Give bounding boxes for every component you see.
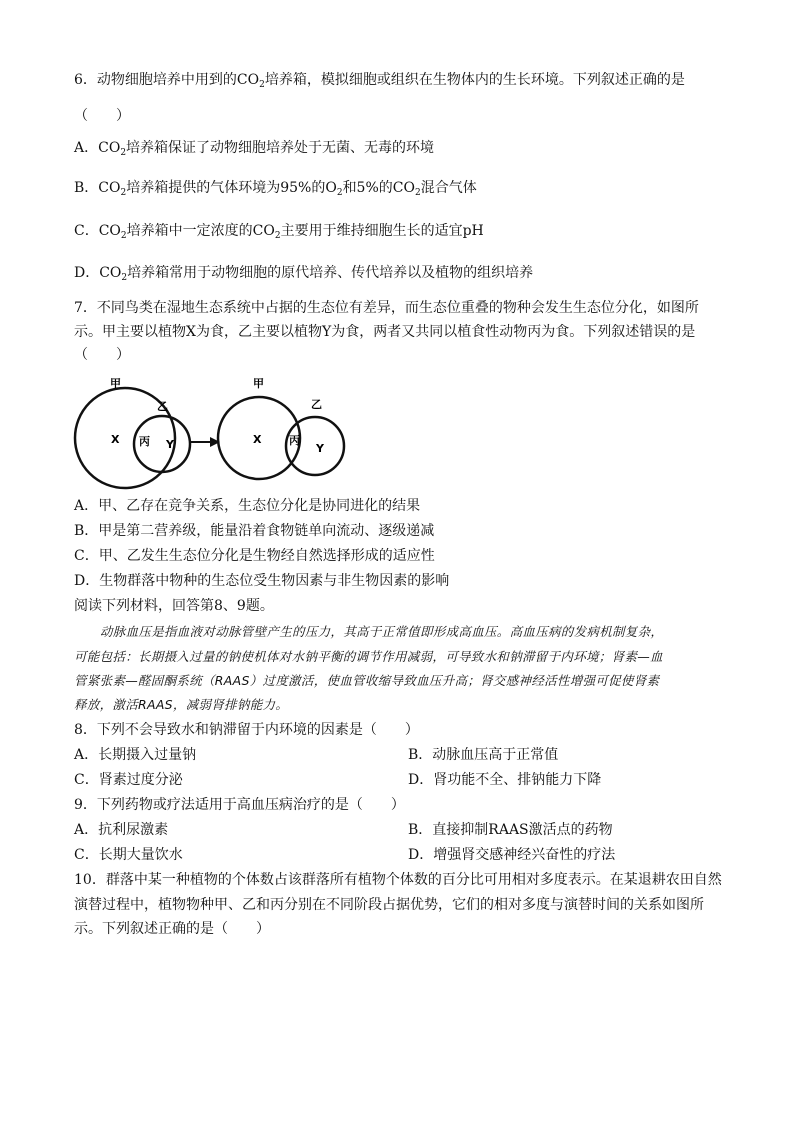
- q7-stem-line2: 示。甲主要以植物X为食，乙主要以植物Y为食，两者又共同以植食性动物丙为食。下列叙述错误的是: [74, 324, 696, 340]
- label-x-right: X: [253, 433, 262, 446]
- q8-stem: 8．下列不会导致水和钠滞留于内环境的因素是（ ）: [74, 722, 419, 738]
- q7-option-a: A．甲、乙存在竞争关系，生态位分化是协同进化的结果: [74, 498, 421, 514]
- material-line2: 可能包括：长期摄入过量的钠使机体对水钠平衡的调节作用减弱，可导致水和钠滞留于内环境；肾素—血: [74, 649, 663, 664]
- q7-option-c: C．甲、乙发生生态位分化是生物经自然选择形成的适应性: [74, 548, 435, 564]
- label-x-left: X: [111, 433, 120, 446]
- q8-option-b: B．动脉血压高于正常值: [408, 747, 559, 763]
- q8-option-c: C．肾素过度分泌: [74, 772, 183, 788]
- q8-option-d: D．肾功能不全、排钠能力下降: [408, 772, 602, 788]
- label-jia-left: 甲: [110, 377, 121, 390]
- q10-stem-line1: 10．群落中某一种植物的个体数占该群落所有植物个体数的百分比可用相对多度表示。在某退耕农田自然: [74, 872, 722, 888]
- q6-answer-paren: （ ）: [74, 108, 130, 124]
- label-bing-right: 丙: [289, 434, 300, 447]
- q8-option-a: A．长期摄入过量钠: [74, 747, 197, 763]
- label-y-left: Y: [166, 438, 174, 451]
- material-line3: 管紧张素—醛固酮系统（RAAS）过度激活，使血管收缩导致血压升高；肾交感神经活性增强可促使肾素: [74, 673, 660, 688]
- niche-diagram: [70, 372, 370, 490]
- label-yi-left: 乙: [157, 400, 168, 413]
- q6-option-b: B．$CO_2$培养箱提供的气体环境为95%的$O_2$和5%的$CO_2$混合气体: [74, 180, 477, 198]
- label-bing-left: 丙: [139, 435, 150, 448]
- material-line1: 动脉血压是指血液对动脉管壁产生的压力，其高于正常值即形成高血压。高血压病的发病机制复杂，: [100, 624, 664, 639]
- reading-intro: 阅读下列材料，回答第8、9题。: [74, 598, 274, 614]
- q6-stem: 6．动物细胞培养中用到的$CO_2$培养箱，模拟细胞或组织在生物体内的生长环境。下列叙述正确的是: [74, 72, 685, 90]
- q9-option-d: D．增强肾交感神经兴奋性的疗法: [408, 847, 616, 863]
- label-y-right: Y: [316, 442, 324, 455]
- q9-option-b: B．直接抑制RAAS激活点的药物: [408, 822, 613, 838]
- q7-option-d: D．生物群落中物种的生态位受生物因素与非生物因素的影响: [74, 573, 450, 589]
- q6-option-a: A．$CO_2$培养箱保证了动物细胞培养处于无菌、无毒的环境: [74, 140, 435, 158]
- label-yi-right: 乙: [311, 398, 322, 411]
- label-jia-right: 甲: [253, 377, 264, 390]
- q7-answer-paren: （ ）: [74, 347, 130, 363]
- q9-stem: 9．下列药物或疗法适用于高血压病治疗的是（ ）: [74, 797, 405, 813]
- q9-option-a: A．抗利尿激素: [74, 822, 169, 838]
- q6-option-c: C．$CO_2$培养箱中一定浓度的$CO_2$主要用于维持细胞生长的适宜pH: [74, 223, 484, 241]
- material-line4: 释放，激活RAAS，减弱肾排钠能力。: [74, 697, 289, 712]
- q6-option-d: D．$CO_2$培养箱常用于动物细胞的原代培养、传代培养以及植物的组织培养: [74, 265, 534, 283]
- q7-stem-line1: 7．不同鸟类在湿地生态系统中占据的生态位有差异，而生态位重叠的物种会发生生态位分化，如图所: [74, 300, 699, 316]
- q10-stem-line3: 示。下列叙述正确的是（ ）: [74, 921, 270, 937]
- q9-option-c: C．长期大量饮水: [74, 847, 183, 863]
- q7-option-b: B．甲是第二营养级，能量沿着食物链单向流动、逐级递减: [74, 523, 435, 539]
- q10-stem-line2: 演替过程中，植物物种甲、乙和丙分别在不同阶段占据优势，它们的相对多度与演替时间的关系如图所: [74, 897, 704, 913]
